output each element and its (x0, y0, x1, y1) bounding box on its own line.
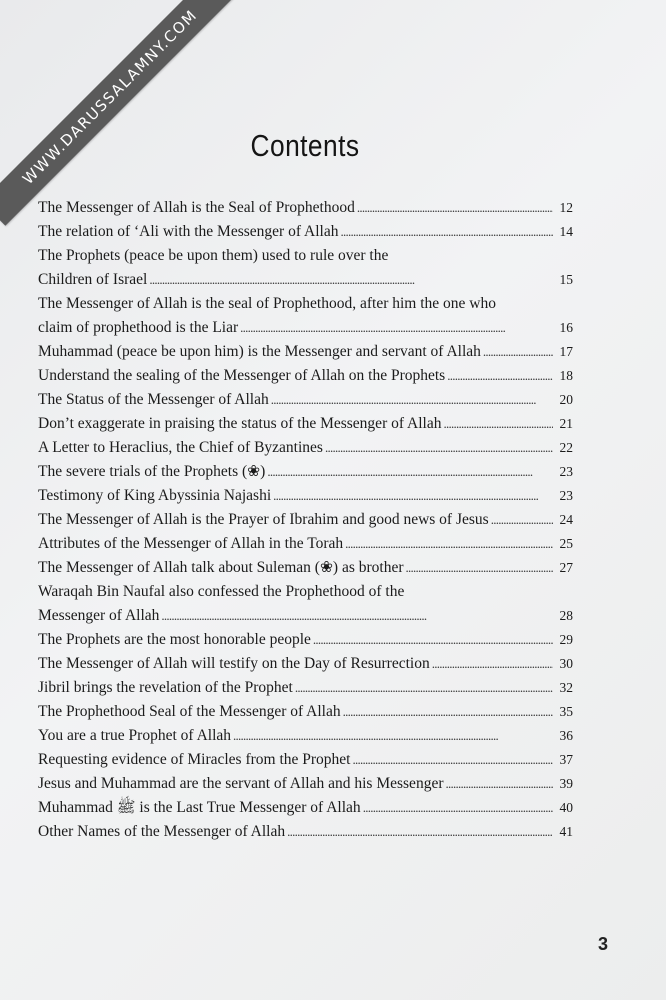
dot-leader (447, 364, 553, 388)
toc-entry-title: Don’t exaggerate in praising the status of the Messenger of Allah (38, 415, 442, 432)
toc-page-number: 23 (559, 464, 573, 479)
toc-entry (38, 196, 573, 220)
toc-entry-title: Waraqah Bin Naufal also confessed the Prophethood of the (38, 583, 405, 600)
toc-entry-title: The Messenger of Allah talk about Suleman (❀) as brother (38, 559, 404, 576)
dot-leader (483, 340, 553, 364)
toc-entry-title: Jesus and Muhammad are the servant of Allah and his Messenger (38, 775, 444, 792)
dot-leader (273, 484, 553, 508)
toc-page-number: 41 (559, 824, 573, 839)
toc-entry-title: The Messenger of Allah will testify on the Day of Resurrection (38, 655, 430, 672)
toc-entry (38, 244, 573, 292)
toc-entry-title: The Prophethood Seal of the Messenger of Allah (38, 703, 341, 720)
toc-entry-title: The severe trials of the Prophets (❀) (38, 463, 266, 480)
toc-page-number: 37 (559, 752, 573, 767)
toc-entry (38, 724, 573, 748)
toc-entry-title: The relation of ‘Ali with the Messenger of Allah (38, 223, 339, 240)
toc-page-number: 12 (559, 200, 573, 215)
toc-entry-title: Children of Israel (38, 271, 148, 288)
table-of-contents (38, 196, 573, 844)
toc-page-number: 16 (559, 320, 573, 335)
dot-leader (240, 316, 553, 340)
toc-page-number: 30 (559, 656, 573, 671)
toc-entry (38, 460, 573, 484)
toc-page-number: 20 (559, 392, 573, 407)
dot-leader (445, 772, 553, 796)
toc-page-number: 23 (559, 488, 573, 503)
toc-entry (38, 676, 573, 700)
toc-entry (38, 700, 573, 724)
toc-entry-title: Muhammad (peace be upon him) is the Messenger and servant of Allah (38, 343, 481, 360)
dot-leader (271, 388, 553, 412)
dot-leader (325, 436, 553, 460)
toc-entry-title: The Messenger of Allah is the seal of Prophethood, after him the one who (38, 295, 496, 312)
toc-page-number: 22 (559, 440, 573, 455)
dot-leader (295, 676, 553, 700)
toc-page-number: 25 (559, 536, 573, 551)
toc-entry (38, 820, 573, 844)
toc-entry (38, 484, 573, 508)
toc-page-number: 14 (559, 224, 573, 239)
toc-entry (38, 628, 573, 652)
dot-leader (491, 508, 553, 532)
toc-page-number: 21 (559, 416, 573, 431)
toc-entry-title: Understand the sealing of the Messenger of Allah on the Prophets (38, 367, 446, 384)
toc-entry (38, 292, 573, 340)
toc-entry-title: The Status of the Messenger of Allah (38, 391, 269, 408)
toc-page-number: 18 (559, 368, 573, 383)
dot-leader (149, 268, 553, 292)
toc-page-number: 27 (559, 560, 573, 575)
toc-entry-title: Messenger of Allah (38, 607, 160, 624)
toc-entry (38, 508, 573, 532)
dot-leader (406, 556, 553, 580)
toc-entry-title: You are a true Prophet of Allah (38, 727, 232, 744)
toc-entry (38, 220, 573, 244)
toc-entry-title: The Prophets are the most honorable people (38, 631, 311, 648)
toc-entry (38, 652, 573, 676)
toc-entry-title: The Messenger of Allah is the Seal of Prophethood (38, 199, 355, 216)
toc-entry-title: Attributes of the Messenger of Allah in the Torah (38, 535, 344, 552)
toc-page-number: 29 (559, 632, 573, 647)
toc-page-number: 40 (559, 800, 573, 815)
dot-leader (161, 604, 553, 628)
toc-page-number: 39 (559, 776, 573, 791)
toc-entry-title: The Messenger of Allah is the Prayer of Ibrahim and good news of Jesus (38, 511, 489, 528)
toc-page-number: 32 (559, 680, 573, 695)
toc-page-number: 36 (559, 728, 573, 743)
toc-entry (38, 580, 573, 628)
toc-entry (38, 556, 573, 580)
dot-leader (443, 412, 553, 436)
toc-page-number: 17 (559, 344, 573, 359)
toc-entry (38, 772, 573, 796)
dot-leader (233, 724, 553, 748)
toc-entry (38, 436, 573, 460)
toc-entry (38, 532, 573, 556)
toc-entry-title: Testimony of King Abyssinia Najashi (38, 487, 272, 504)
dot-leader (353, 748, 554, 772)
toc-page-number: 35 (559, 704, 573, 719)
toc-entry-title: Jibril brings the revelation of the Prophet (38, 679, 293, 696)
page-title: Contents (250, 128, 360, 163)
toc-entry-title: The Prophets (peace be upon them) used to rule over the (38, 247, 389, 264)
dot-leader (432, 652, 553, 676)
toc-entry-title: Muhammad ﷺ is the Last True Messenger of Allah (38, 799, 361, 816)
toc-entry-title: claim of prophethood is the Liar (38, 319, 239, 336)
toc-entry (38, 412, 573, 436)
toc-page-number: 28 (559, 608, 573, 623)
dot-leader (340, 220, 553, 244)
toc-entry (38, 748, 573, 772)
toc-entry (38, 340, 573, 364)
toc-entry-title: Requesting evidence of Miracles from the Prophet (38, 751, 351, 768)
page-number: 3 (597, 934, 608, 954)
dot-leader (345, 532, 553, 556)
dot-leader (363, 796, 553, 820)
watermark-ribbon: WWW.DARUSSALAMNY.COM (0, 0, 239, 226)
toc-entry-title: A Letter to Heraclius, the Chief of Byzantines (38, 439, 323, 456)
toc-page-number: 24 (559, 512, 573, 527)
dot-leader (313, 628, 553, 652)
toc-entry (38, 388, 573, 412)
dot-leader (357, 196, 553, 220)
toc-page-number: 15 (559, 272, 573, 287)
toc-entry (38, 364, 573, 388)
dot-leader (267, 460, 553, 484)
dot-leader (287, 820, 553, 844)
dot-leader (343, 700, 553, 724)
toc-entry-title: Other Names of the Messenger of Allah (38, 823, 286, 840)
toc-entry (38, 796, 573, 820)
